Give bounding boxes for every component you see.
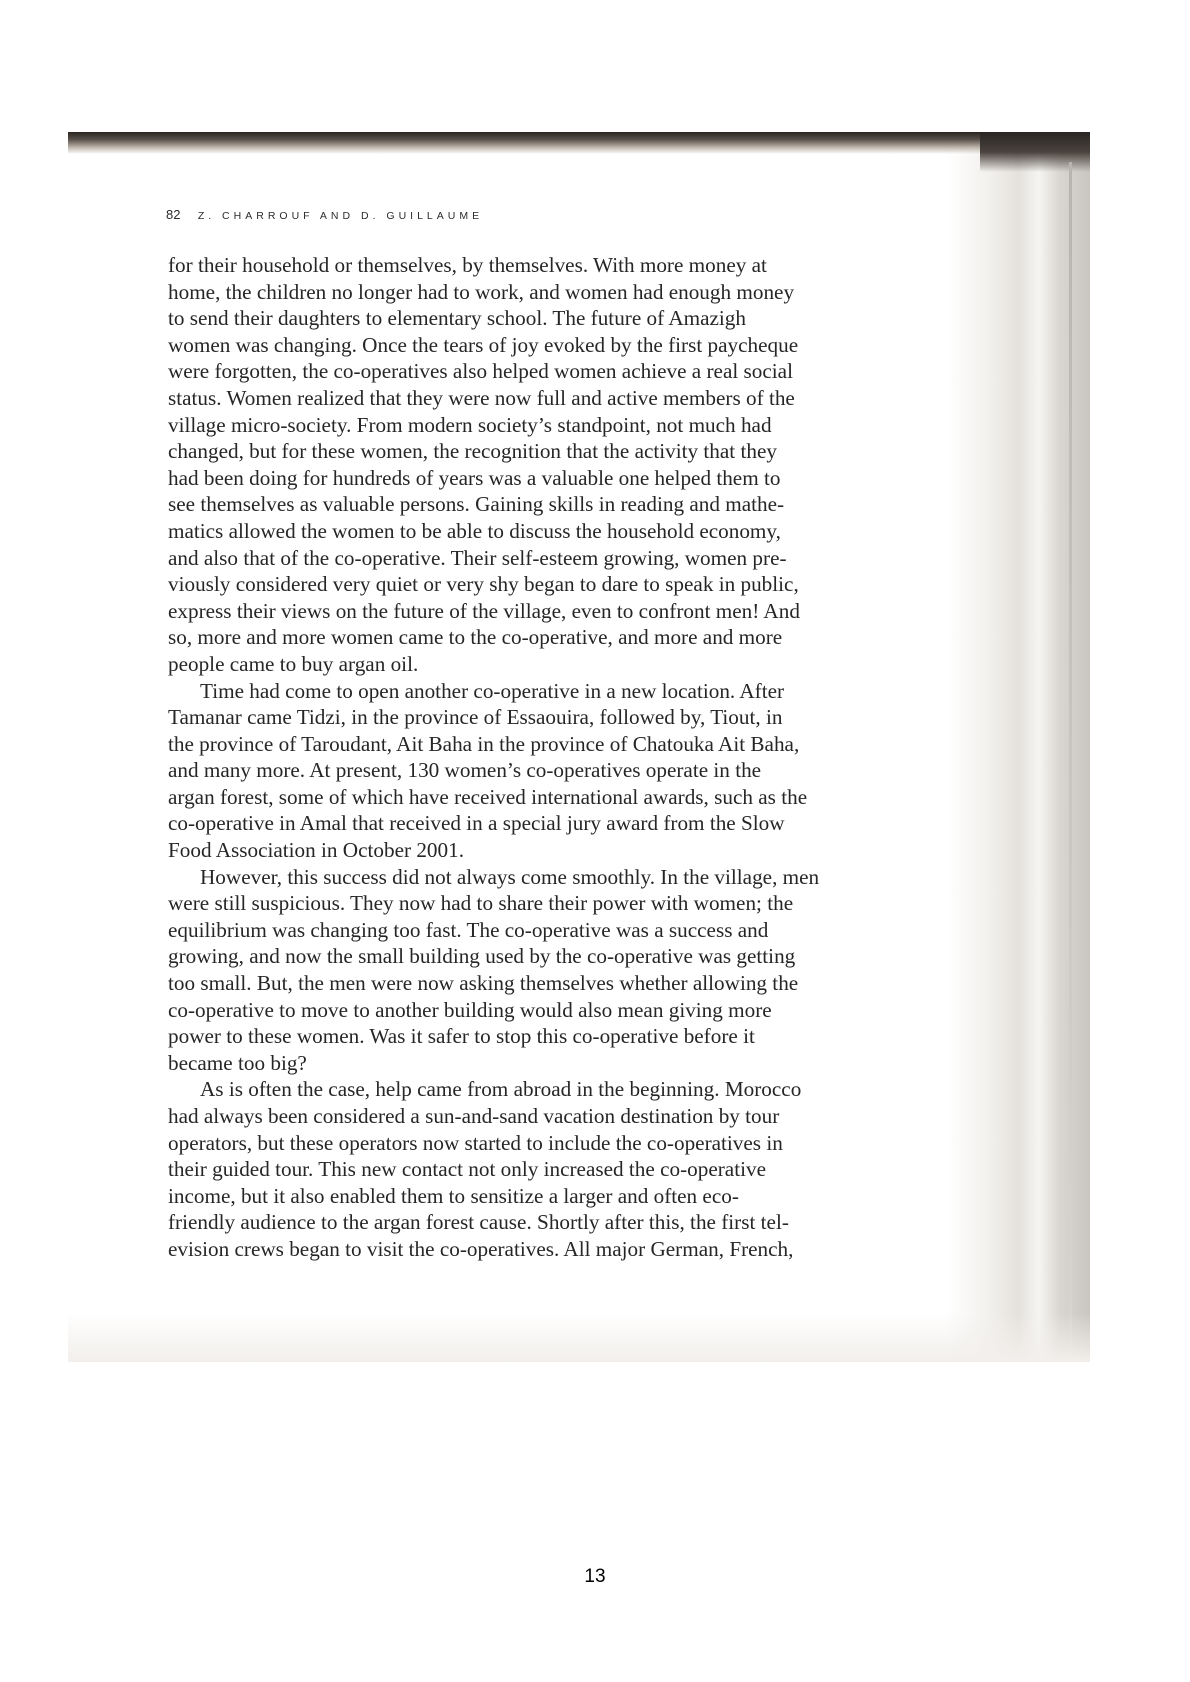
text-line: became too big? xyxy=(168,1050,307,1075)
text-line: Food Association in October 2001. xyxy=(168,838,465,863)
text-line: growing, and now the small building used by the co-operative was getting xyxy=(168,944,796,969)
text-line: Time had come to open another co-operative in a new location. After xyxy=(200,678,785,703)
text-line: equilibrium was changing too fast. The co-operative was a success and xyxy=(168,917,769,942)
text-line: the province of Taroudant, Ait Baha in the province of Chatouka Ait Baha, xyxy=(168,731,800,756)
text-line: people came to buy argan oil. xyxy=(168,651,419,676)
text-line: co-operative to move to another building would also mean giving more xyxy=(168,997,772,1022)
text-line: to send their daughters to elementary school. The future of Amazigh xyxy=(168,306,746,331)
text-line: evision crews began to visit the co-operatives. All major German, French, xyxy=(168,1236,794,1261)
text-line: status. Women realized that they were now full and active members of the xyxy=(168,385,795,410)
running-head xyxy=(166,207,483,222)
text-line: were still suspicious. They now had to share their power with women; the xyxy=(168,891,794,916)
text-line: co-operative in Amal that received in a special jury award from the Slow xyxy=(168,811,785,836)
text-line: express their views on the future of the village, even to confront men! And xyxy=(168,598,800,623)
scanned-book-page xyxy=(68,132,1090,1362)
text-line: see themselves as valuable persons. Gaining skills in reading and mathe- xyxy=(168,492,785,517)
text-line: had been doing for hundreds of years was a valuable one helped them to xyxy=(168,465,781,490)
text-line: However, this success did not always come smoothly. In the village, men xyxy=(200,864,820,889)
text-line: friendly audience to the argan forest cause. Shortly after this, the first tel- xyxy=(168,1210,789,1235)
book-gutter-shadow xyxy=(1069,162,1072,1352)
text-line: village micro-society. From modern society’s standpoint, not much had xyxy=(168,412,772,437)
text-line: were forgotten, the co-operatives also helped women achieve a real social xyxy=(168,359,793,384)
text-line: argan forest, some of which have received international awards, such as the xyxy=(168,784,808,809)
book-page-folio: 82 xyxy=(166,207,181,222)
text-line: As is often the case, help came from abroad in the beginning. Morocco xyxy=(200,1077,802,1102)
text-line: Tamanar came Tidzi, in the province of Essaouira, followed by, Tiout, in xyxy=(168,705,783,730)
text-line: operators, but these operators now started to include the co-operatives in xyxy=(168,1130,783,1155)
text-line: and also that of the co-operative. Their self-esteem growing, women pre- xyxy=(168,545,787,570)
page-bottom-fade xyxy=(68,1312,1090,1362)
text-line: viously considered very quiet or very shy began to dare to speak in public, xyxy=(168,572,799,597)
text-line: and many more. At present, 130 women’s co-operatives operate in the xyxy=(168,758,762,783)
text-line: income, but it also enabled them to sensitize a larger and often eco- xyxy=(168,1183,739,1208)
body-text xyxy=(168,252,1038,1263)
text-line: so, more and more women came to the co-operative, and more and more xyxy=(168,625,783,650)
page-number: 13 xyxy=(584,1566,606,1587)
text-line: home, the children no longer had to work, and women had enough money xyxy=(168,279,795,304)
running-head-authors: Z. CHARROUF AND D. GUILLAUME xyxy=(197,210,484,222)
text-line: women was changing. Once the tears of joy evoked by the first paycheque xyxy=(168,332,799,357)
text-line: had always been considered a sun-and-sand vacation destination by tour xyxy=(168,1104,780,1128)
page-top-edge-shadow xyxy=(68,132,1090,154)
text-line: matics allowed the women to be able to discuss the household economy, xyxy=(168,518,781,543)
text-line: changed, but for these women, the recognition that the activity that they xyxy=(168,439,777,464)
text-line: power to these women. Was it safer to stop this co-operative before it xyxy=(168,1024,755,1049)
text-line: their guided tour. This new contact not only increased the co-operative xyxy=(168,1157,766,1182)
text-line: too small. But, the men were now asking themselves whether allowing the xyxy=(168,971,799,996)
text-line: for their household or themselves, by themselves. With more money at xyxy=(168,253,767,277)
